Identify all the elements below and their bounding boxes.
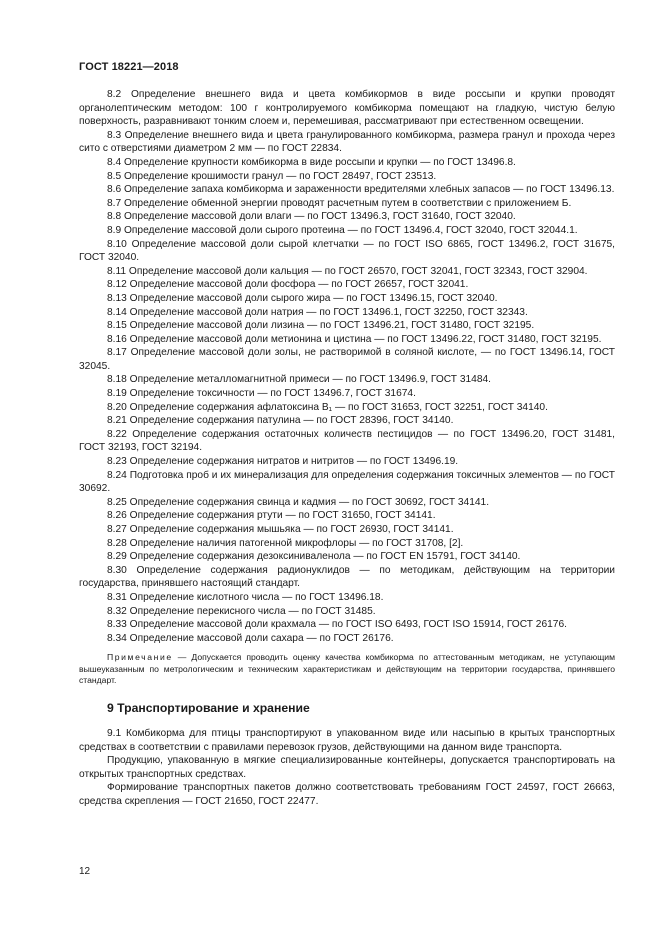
clause-8-30: 8.30 Определение содержания радионуклидов — по методикам, действующим на территории государства, принявшего настоящий стандарт. (79, 564, 615, 590)
clause-8-28: 8.28 Определение наличия патогенной микрофлоры — по ГОСТ 31708, [2]. (107, 537, 464, 549)
clause-8-22: 8.22 Определение содержания остаточных количеств пестицидов — по ГОСТ 13496.20, ГОСТ 31481, ГОСТ 32193, ГОСТ 32194. (79, 428, 615, 454)
clause-8-10: 8.10 Определение массовой доли сырой клетчатки — по ГОСТ ISO 6865, ГОСТ 13496.2, ГОСТ 31675, ГОСТ 32040. (79, 238, 615, 264)
clause-8-13: 8.13 Определение массовой доли сырого жира — по ГОСТ 13496.15, ГОСТ 32040. (107, 292, 498, 304)
page-number: 12 (79, 866, 91, 877)
clause-8-7: 8.7 Определение обменной энергии проводят расчетным путем в соответствии с приложением Б. (107, 197, 572, 209)
clause-8-26: 8.26 Определение содержания ртути — по ГОСТ 31650, ГОСТ 34141. (107, 510, 436, 522)
clause-8-23: 8.23 Определение содержания нитратов и нитритов — по ГОСТ 13496.19. (107, 456, 459, 468)
clause-8-14: 8.14 Определение массовой доли натрия — по ГОСТ 13496.1, ГОСТ 32250, ГОСТ 32343. (107, 306, 528, 318)
clause-8-29: 8.29 Определение содержания дезоксиниваленола — по ГОСТ EN 15791, ГОСТ 34140. (107, 551, 521, 563)
clause-8-27: 8.27 Определение содержания мышьяка — по ГОСТ 26930, ГОСТ 34141. (107, 524, 454, 535)
clause-8-24: 8.24 Подготовка проб и их минерализация для определения содержания токсичных элементов — по ГОСТ 30692. (79, 469, 615, 495)
clause-8-2: 8.2 Определение внешнего вида и цвета комбикормов в виде россыпи и крупки проводят органолептическим методом: 100 г контролируемого комбикорма помещают на гладкую, чистую белую поверхность, разравнивают тонким слоем и, перемешивая, рассматривают при естественном освещении. (79, 89, 615, 128)
clause-8-18: 8.18 Определение металломагнитной примеси — по ГОСТ 13496.9, ГОСТ 31484. (107, 374, 492, 386)
section-9-paragraph: Формирование транспортных пакетов должно соответствовать требованиям ГОСТ 24597, ГОСТ 26663, средства скрепления — ГОСТ 21650, ГОСТ 22477. (79, 782, 615, 807)
clause-8-34: 8.34 Определение массовой доли сахара — по ГОСТ 26176. (107, 632, 394, 644)
section-9-paragraph: Продукцию, упакованную в мягкие специализированные контейнеры, допускается транспортировать на открытых транспортных средствах. (79, 755, 615, 780)
clause-8-9: 8.9 Определение массовой доли сырого протеина — по ГОСТ 13496.4, ГОСТ 32040, ГОСТ 32044.1. (107, 224, 578, 236)
note (79, 652, 615, 686)
clause-8-31: 8.31 Определение кислотного числа — по ГОСТ 13496.18. (107, 591, 384, 603)
clause-8-15: 8.15 Определение массовой доли лизина — по ГОСТ 13496.21, ГОСТ 31480, ГОСТ 32195. (107, 320, 535, 332)
clause-8-20: 8.20 Определение содержания афлатоксина B₁ — по ГОСТ 31653, ГОСТ 32251, ГОСТ 34140. (107, 401, 548, 413)
clause-8-21: 8.21 Определение содержания патулина — по ГОСТ 28396, ГОСТ 34140. (107, 415, 454, 427)
note-text: — Допускается проводить оценку качества комбикорма по аттестованным методикам, не уступающим вышеуказанным по метрологическим и техническим характеристикам и действующим на территории государства, принявшего стандарт. (79, 652, 615, 685)
clause-8-3: 8.3 Определение внешнего вида и цвета гранулированного комбикорма, размера гранул и прохода через сито с отверстиями диаметром 2 мм — по ГОСТ 22834. (79, 129, 615, 155)
clause-8-16: 8.16 Определение массовой доли метионина и цистина — по ГОСТ 13496.22, ГОСТ 31480, ГОСТ 32195. (107, 333, 602, 345)
clause-8-5: 8.5 Определение крошимости гранул — по ГОСТ 28497, ГОСТ 23513. (107, 170, 437, 182)
clause-8-8: 8.8 Определение массовой доли влаги — по ГОСТ 13496.3, ГОСТ 31640, ГОСТ 32040. (107, 211, 516, 223)
clause-8-17: 8.17 Определение массовой доли золы, не растворимой в соляной кислоте, — по ГОСТ 13496.14, ГОСТ 32045. (79, 347, 615, 372)
clause-8-11: 8.11 Определение массовой доли кальция — по ГОСТ 26570, ГОСТ 32041, ГОСТ 32343, ГОСТ 32904. (107, 265, 588, 277)
note-label: Примечание (107, 652, 173, 663)
clause-9-1: 9.1 Комбикорма для птицы транспортируют в упакованном виде или насыпью в крытых транспортных средствах в соответствии с правилами перевозок грузов, действующими на данном виде транспорта. (79, 727, 615, 753)
document-body (79, 88, 615, 809)
clause-8-32: 8.32 Определение перекисного числа — по ГОСТ 31485. (107, 605, 376, 617)
section-9-heading: 9 Транспортирование и хранение (107, 700, 310, 715)
clause-8-6: 8.6 Определение запаха комбикорма и зараженности вредителями хлебных запасов — по ГОСТ 13496.13. (107, 184, 615, 196)
clause-8-33: 8.33 Определение массовой доли крахмала — по ГОСТ ISO 6493, ГОСТ ISO 15914, ГОСТ 26176. (107, 619, 567, 631)
clause-8-4: 8.4 Определение крупности комбикорма в виде россыпи и крупки — по ГОСТ 13496.8. (107, 156, 516, 168)
document-code-header: ГОСТ 18221—2018 (79, 61, 179, 73)
clause-8-12: 8.12 Определение массовой доли фосфора — по ГОСТ 26657, ГОСТ 32041. (107, 279, 469, 291)
clause-8-19: 8.19 Определение токсичности — по ГОСТ 13496.7, ГОСТ 31674. (107, 388, 416, 400)
clause-8-25: 8.25 Определение содержания свинца и кадмия — по ГОСТ 30692, ГОСТ 34141. (107, 496, 490, 508)
